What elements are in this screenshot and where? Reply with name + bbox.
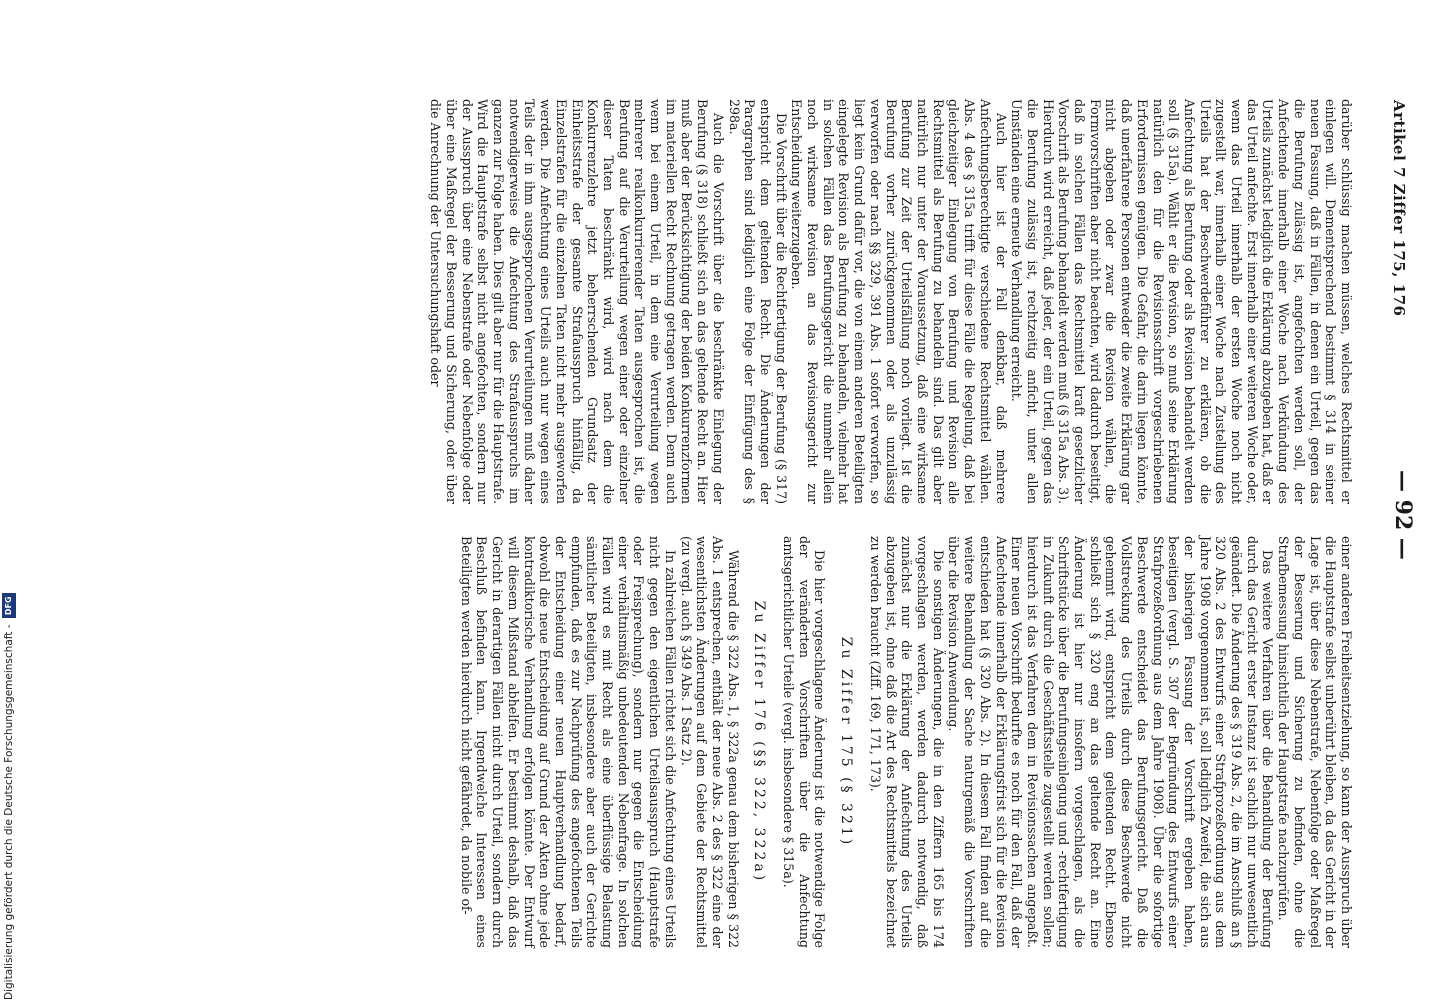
paragraph: In zahlreichen Fällen richtet sich die Anfechtung eines Urteils nicht gegen den eigentlichen Urteilsausspruch (Hauptstrafe oder Freisprechung), sondern nur gegen die Entscheidung einer verhältnismäßig unbedeutenden Nebenfrage. In solchen Fällen wird es mit Recht als eine überflüssige Belastung sämtlicher Beteiligten, insbesondere aber auch der Gerichte empfunden, daß es zur Nachprüfung des angefochtenen Teils der Entscheidung einer neuen Hauptverhandlung bedarf, obwohl die neue Entscheidung auf Grund der Akten ohne jede kontradiktorische Verhandlung erfolgen könnte. Der Entwurf will diesem Mißstand abhelfen. Er bestimmt deshalb, daß das Gericht in derartigen Fällen nicht durch Urteil, sondern durch Beschluß befinden kann. Irgendwelche Interessen eines Beteiligten werden hierdurch nicht gefährdet, da nobile of- [458, 536, 678, 948]
running-head [1382, 0, 1416, 1000]
digitization-text: Digitalisierung gefördert durch die Deutsche Forschungsgemeinschaft - [3, 624, 15, 1000]
section-subheading: Zu Ziffer 176 (§§ 322, 322a) [751, 600, 768, 884]
paragraph: Die Vorschrift über die Rechtfertigung der Berufung (§ 317) entspricht dem geltenden Recht. Die Änderungen der Paragraphen sind lediglich eine Folge der Einfügung des § 298a. [726, 99, 789, 504]
digitization-note [0, 0, 18, 1000]
paragraph: Die hier vorgeschlagene Änderung ist die notwendige Folge der veränderten Vorschriften über die Anfechtung amtsgerichtlicher Urteile (vergl. insbesondere § 315a). [781, 536, 828, 948]
left-text-column [428, 99, 1354, 504]
section-subheading: Zu Ziffer 175 (§ 321) [838, 636, 855, 848]
paragraph: Die sonstigen Änderungen, die in den Ziffern 165 bis 174 vorgeschlagen werden, werden dadurch notwendig, daß zunächst nur die Erklärung der Anfechtung des Urteils abzugeben ist, ohne daß die Art des Rechtsmittels bezeichnet zu werden braucht (Ziff. 169, 171, 173). [867, 536, 946, 948]
paragraph: Auch hier ist der Fall denkbar, daß mehrere Anfechtungsberechtigte verschiedene Rechtsmittel wählen. Abs. 4 des § 315a trifft für diese Fälle die Regelung, daß bei gleichzeitiger Einlegung von Berufung und Revision alle Rechtsmittel als Berufung zu behandeln sind. Das gilt aber natürlich nur unter der Voraussetzung, daß eine wirksame Berufung zur Zeit der Urteilsfällung noch vorliegt. Ist die Berufung vorher zurückgenommen oder als unzulässig verworfen oder nach §§ 329, 391 Abs. 1 sofort verworfen, so liegt kein Grund dafür vor, die von einem anderen Beteiligten eingelegte Revision als Berufung zu behandeln, vielmehr hat in solchen Fällen das Berufungsgericht die nunmehr allein noch wirksame Revision an das Revisionsgericht zur Entscheidung weiterzugeben. [789, 99, 1009, 504]
section-heading: Artikel 7 Ziffer 175, 176 [1390, 100, 1408, 317]
right-text-column [458, 536, 1354, 948]
paragraph: Das weitere Verfahren über die Behandlung der Berufung durch das Gericht erster Instanz ist sachlich nur unwesentlich geändert. Die Änderung des § 319 Abs. 2, die im Anschluß an § 320 Abs. 2 des Entwurfs einer Strafprozeßordnung aus dem Jahre 1908 vorgenommen ist, soll lediglich Zweifel, die sich aus der bisherigen Fassung der Vorschrift ergeben haben, beseitigen (vergl. S. 307 der Begründung des Entwurfs einer Strafprozeßordnung aus dem Jahre 1908). Über die sofortige Beschwerde entscheidet das Berufungsgericht. Daß die Vollstreckung des Urteils durch diese Beschwerde nicht gehemmt wird, entspricht dem geltenden Recht. Ebenso schließt sich § 320 eng an das geltende Recht an. Eine Änderung ist hier nur insofern vorgeschlagen, als die Schriftstücke über die Berufungseinlegung und -rechtfertigung in Zukunft durch die Geschäftsstelle zugestellt werden sollen; hierdurch ist das Verfahren dem in Revisionssachen angepaßt. Einer neuen Vorschrift bedurfte es noch für den Fall, daß der Anfechtende innerhalb der Erklärungsfrist sich für die Revision entschieden hat (§ 320 Abs. 2). In diesem Fall finden auf die weitere Behandlung der Sache naturgemäß die Vorschriften über die Revision Anwendung. [946, 536, 1276, 948]
paragraph: darüber schlüssig machen müssen, welches Rechtsmittel er einlegen will. Dementsprechend bestimmt § 314 in seiner neuen Fassung, daß in Fällen, in denen ein Urteil, gegen das die Berufung zulässig ist, angefochten werden soll, der Anfechtende innerhalb einer Woche nach Verkündung des Urteils zunächst lediglich die Erklärung abzugeben hat, daß er das Urteil anfechte. Erst innerhalb einer weiteren Woche oder, wenn das Urteil innerhalb der ersten Woche noch nicht zugestellt war, innerhalb einer Woche nach Zustellung des Urteils hat der Beschwerdeführer zu erklären, ob die Anfechtung als Berufung oder als Revision behandelt werden soll (§ 315a). Wählt er die Revision, so muß seine Erklärung natürlich den für die Revisionsschrift vorgeschriebenen Erfordernissen genügen. Die Gefahr, die darin liegen könnte, daß unerfahrene Personen entweder die zweite Erklärung gar nicht abgeben oder zwar die Revision wählen, die Formvorschriften aber nicht beachten, wird dadurch beseitigt, daß in solchen Fällen das Rechtsmittel kraft gesetzlicher Vorschrift als Berufung behandelt werden muß (§ 315a Abs. 3). Hierdurch wird erreicht, daß jeder, der ein Urteil, gegen das die Berufung zulässig ist, rechtzeitig anficht, unter allen Umständen eine erneute Verhandlung erreicht. [1009, 99, 1354, 504]
paragraph: Auch die Vorschrift über die beschränkte Einlegung der Berufung (§ 318) schließt sich an das geltende Recht an. Hier muß aber der Berücksichtigung der beiden Konkurrenzformen im materiellen Recht Rechnung getragen werden. Denn auch wenn bei einem Urteil, in dem eine Verurteilung wegen mehrerer realkonkurrierender Taten ausgesprochen ist, die Berufung auf die Verurteilung wegen einer oder einzelner dieser Taten beschränkt wird, wird nach dem die Konkurrenzlehre jetzt beherrschenden Grundsatz der Einheitsstrafe der gesamte Strafausspruch hinfällig, da Einzelstrafen für die einzelnen Taten nicht mehr ausgeworfen werden. Die Anfechtung eines Urteils auch nur wegen eines Teils der in ihm ausgesprochenen Verurteilungen muß daher notwendigerweise die Anfechtung des Strafausspruchs im ganzen zur Folge haben. Dies gilt aber nur für die Hauptstrafe. Wird die Hauptstrafe selbst nicht angefochten, sondern nur der Ausspruch über eine Nebenstrafe oder Nebenfolge oder über eine Maßregel der Besserung und Sicherung, oder über die Anrechnung der Untersuchungshaft oder [428, 99, 726, 504]
paragraph: einer anderen Freiheitsentziehung, so kann der Ausspruch über die Hauptstrafe selbst unberührt bleiben, da das Gericht in der Lage ist, über diese Nebenstrafe, Nebenfolge oder Maßregel der Besserung und Sicherung zu befinden, ohne die Strafbemessung hinsichtlich der Hauptstrafe nachzuprüfen. [1276, 536, 1354, 948]
dfg-logo: DFG [2, 593, 16, 618]
paragraph: Während die § 322 Abs. 1, § 322a genau dem bisherigen § 322 Abs. 1 entsprechen, enthält der neue Abs. 2 des § 322 eine der wesentlichsten Änderungen auf dem Gebiete der Rechtsmittel (zu vergl. auch § 349 Abs. 1 Satz 2). [678, 536, 741, 948]
page-number: — 92 — [1390, 470, 1416, 560]
